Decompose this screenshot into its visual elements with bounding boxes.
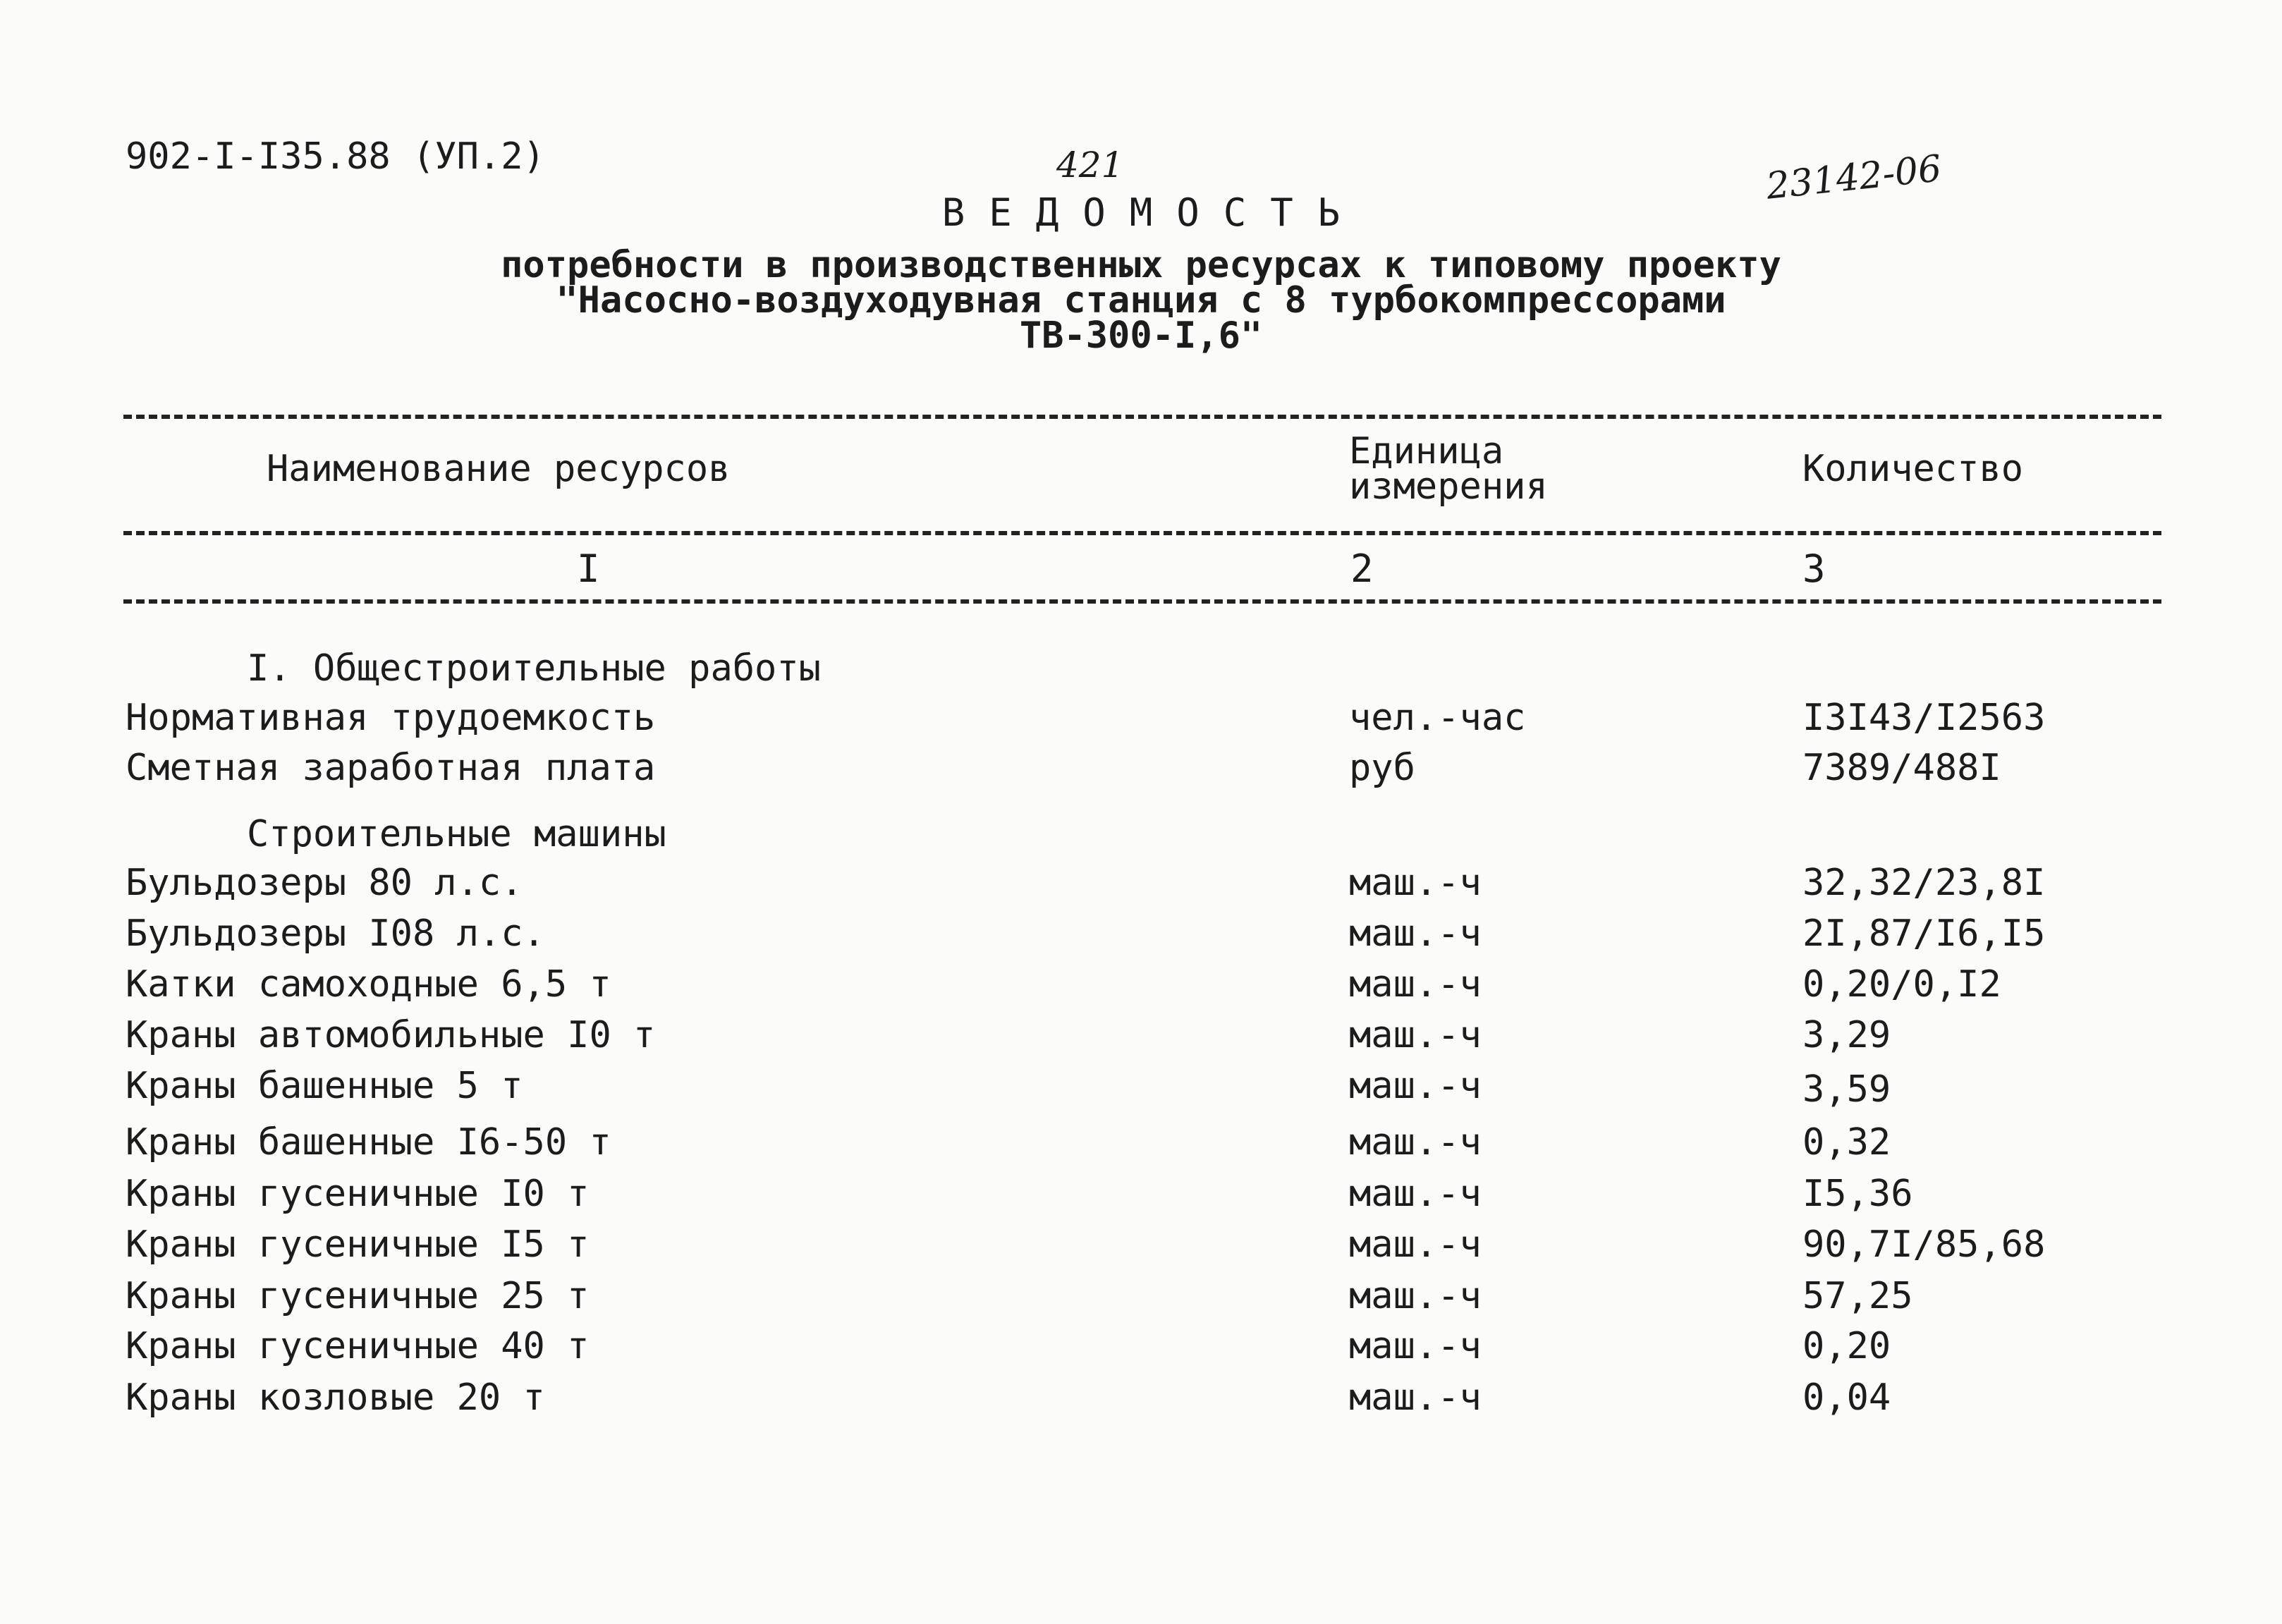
table-row-quantity: 7389/488I (1802, 747, 2001, 789)
table-row-name: Нормативная трудоемкость (126, 697, 656, 739)
table-row-quantity: I5,36 (1802, 1173, 1913, 1215)
column-number-3: 3 (1802, 547, 1826, 591)
subtitle-line-3: ТВ-300-I,6" (1019, 315, 1263, 357)
table-row-name: Краны гусеничные I0 т (126, 1173, 590, 1215)
table-row-unit: чел.-час (1349, 697, 1526, 739)
handwritten-code: 23142-06 (1764, 147, 1944, 208)
table-row-quantity: 0,04 (1802, 1376, 1891, 1419)
table-row-quantity: 90,7I/85,68 (1802, 1223, 2046, 1266)
table-row-quantity: 2I,87/I6,I5 (1802, 912, 2046, 955)
table-row-unit: маш.-ч (1349, 1065, 1482, 1107)
table-row-name: Краны башенные 5 т (126, 1065, 523, 1107)
table-row-unit: маш.-ч (1349, 1223, 1482, 1266)
table-top-rule (123, 415, 2161, 419)
table-row-unit: маш.-ч (1349, 1173, 1482, 1215)
header-rule (123, 531, 2161, 535)
column-number-1: I (577, 547, 600, 591)
table-row-name: Краны гусеничные 40 т (126, 1325, 590, 1367)
header-unit (1349, 430, 1548, 508)
table-row-quantity: 57,25 (1802, 1275, 1913, 1317)
table-row-unit: руб (1349, 747, 1415, 789)
table-row-quantity: 3,29 (1802, 1014, 1891, 1056)
table-row-unit: маш.-ч (1349, 963, 1482, 1006)
page-number: 421 (1056, 145, 1124, 185)
column-number-rule (123, 599, 2161, 604)
table-row-name: Бульдозеры I08 л.с. (126, 912, 545, 955)
table-row-quantity: 0,20 (1802, 1325, 1891, 1367)
table-row-quantity: 3,59 (1802, 1068, 1891, 1111)
header-unit-line-1: Единица (1349, 430, 1504, 472)
table-row-name: Краны автомобильные I0 т (126, 1014, 656, 1056)
table-row-unit: маш.-ч (1349, 1376, 1482, 1419)
table-row-unit: маш.-ч (1349, 1014, 1482, 1056)
table-row-name: Краны гусеничные 25 т (126, 1275, 590, 1317)
header-quantity: Количество (1802, 448, 2024, 490)
subsection-heading: Строительные машины (247, 813, 666, 855)
document-code: 902-I-I35.88 (УП.2) (126, 135, 545, 178)
section-heading: I. Общестроительные работы (247, 647, 821, 690)
table-row-name: Сметная заработная плата (126, 747, 656, 789)
table-row-name: Краны козловые 20 т (126, 1376, 545, 1419)
table-row-name: Катки самоходные 6,5 т (126, 963, 611, 1006)
table-row-name: Краны гусеничные I5 т (126, 1223, 590, 1266)
column-number-2: 2 (1350, 547, 1374, 591)
table-row-quantity: 0,20/0,I2 (1802, 963, 2001, 1006)
table-row-name: Бульдозеры 80 л.с. (126, 862, 523, 904)
document-title: ВЕДОМОСТЬ (941, 190, 1365, 235)
header-unit-line-2: измерения (1349, 465, 1548, 508)
subtitle-line-2: "Насосно-воздуходувная станция с 8 турбокомпрессорами (556, 279, 1726, 322)
table-row-name: Краны башенные I6-50 т (126, 1121, 611, 1164)
subtitle-line-1: потребности в производственных ресурсах к типовому проекту (501, 244, 1781, 286)
table-row-quantity: I3I43/I2563 (1802, 697, 2046, 739)
table-row-unit: маш.-ч (1349, 1121, 1482, 1164)
table-row-unit: маш.-ч (1349, 862, 1482, 904)
table-row-unit: маш.-ч (1349, 912, 1482, 955)
table-row-unit: маш.-ч (1349, 1325, 1482, 1367)
table-row-unit: маш.-ч (1349, 1275, 1482, 1317)
table-row-quantity: 32,32/23,8I (1802, 862, 2046, 904)
table-row-quantity: 0,32 (1802, 1121, 1891, 1164)
header-resource-name: Наименование ресурсов (267, 448, 731, 490)
